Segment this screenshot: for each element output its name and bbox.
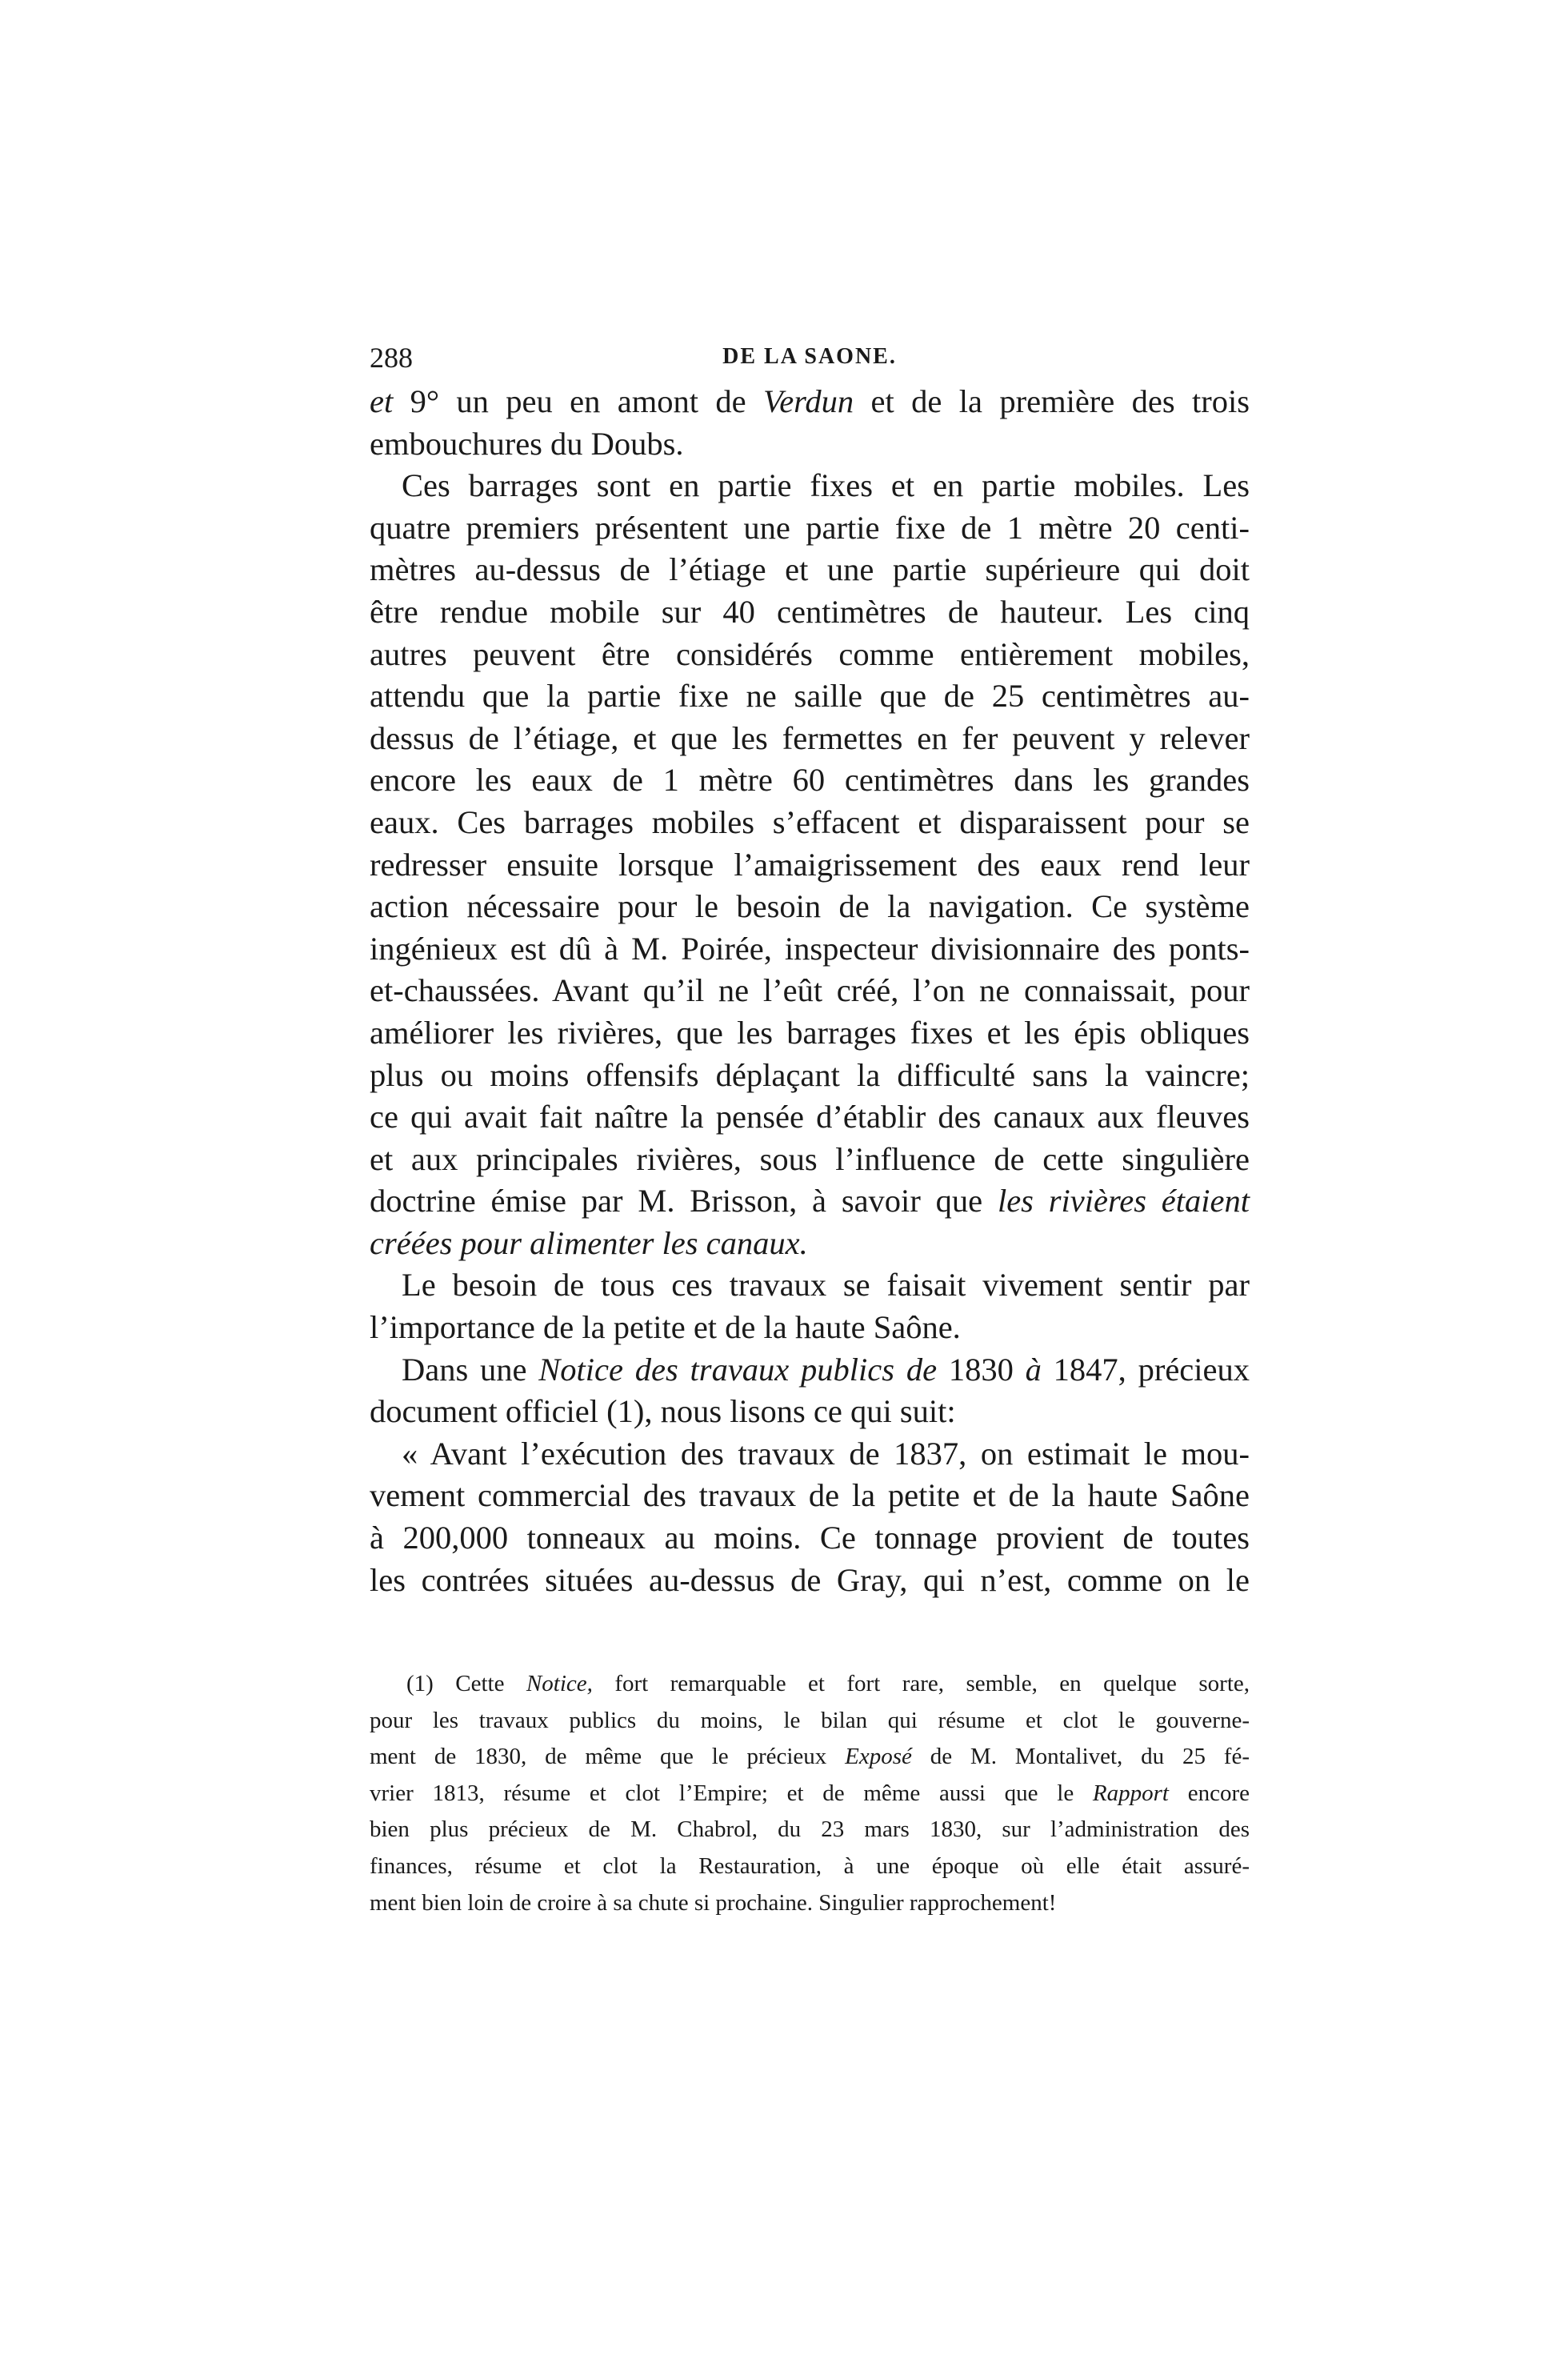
running-title: DE LA SAONE.: [722, 344, 897, 369]
text-line: être rendue mobile sur 40 centimètres de hauteur. Les cinq: [370, 593, 1250, 630]
paragraph-2: [370, 465, 1250, 1264]
text-line: vement commercial des travaux de la petite et de la haute Saône: [370, 1477, 1250, 1514]
footnote-line: [370, 1776, 1250, 1812]
text-line: embouchures du Doubs.: [370, 425, 684, 462]
text-line: document officiel (1), nous lisons ce qui suit:: [370, 1393, 956, 1430]
text-line: redresser ensuite lorsque l’amaigrissement des eaux rend leur: [370, 846, 1250, 883]
text-line: à 200,000 tonneaux au moins. Ce tonnage provient de toutes: [370, 1520, 1250, 1556]
text-line: dessus de l’étiage, et que les fermettes en fer peuvent y relever: [370, 719, 1250, 756]
text-line: action nécessaire pour le besoin de la navigation. Ce système: [370, 888, 1250, 925]
italic-text: Rapport: [1092, 1780, 1169, 1806]
text-line: et aux principales rivières, sous l’influence de cette singulière: [370, 1140, 1250, 1177]
page-content: [370, 336, 1250, 1601]
text-run: encore: [1168, 1780, 1250, 1806]
text-line: autres peuvent être considérés comme entièrement mobiles,: [370, 635, 1250, 672]
italic-text: à: [1025, 1351, 1042, 1388]
italic-text: et: [370, 383, 394, 419]
text-line: eaux. Ces barrages mobiles s’effacent et disparaissent pour se: [370, 803, 1250, 840]
text-line: l’importance de la petite et de la haute Saône.: [370, 1309, 961, 1346]
text-run: doctrine émise par M. Brisson, à savoir que: [370, 1183, 998, 1220]
text-line: [370, 1349, 1250, 1392]
italic-text: Notice,: [526, 1671, 593, 1696]
text-line: attendu que la partie fixe ne saille que de 25 centimètres au-: [370, 678, 1250, 715]
text-line: [370, 1223, 1250, 1265]
text-line: [370, 381, 1250, 423]
text-line: ingénieux est dû à M. Poirée, inspecteur divisionnaire des ponts-: [370, 930, 1250, 967]
footnote-line: bien plus précieux de M. Chabrol, du 23 mars 1830, sur l’administration des: [370, 1816, 1250, 1843]
text-run: vrier 1813, résume et clot l’Empire; et de même aussi que le: [370, 1780, 1093, 1806]
text-line: Ces barrages sont en partie fixes et en partie mobiles. Les: [402, 467, 1250, 504]
text-run: fort remarquable et fort rare, semble, en quelque sorte,: [592, 1671, 1250, 1696]
footnote-line: finances, résume et clot la Restauration, à une époque où elle était assuré-: [370, 1852, 1250, 1879]
paragraph-1: [370, 381, 1250, 465]
running-head: [370, 336, 1250, 381]
paragraph-5: [370, 1433, 1250, 1601]
italic-text: créées pour alimenter les canaux.: [370, 1224, 808, 1261]
text-line: mètres au-dessus de l’étiage et une partie supérieure qui doit: [370, 551, 1250, 588]
text-run: (1) Cette: [406, 1671, 526, 1696]
footnote: [370, 1666, 1250, 1921]
text-line: et-chaussées. Avant qu’il ne l’eût créé, l’on ne connaissait, pour: [370, 972, 1250, 1009]
text-run: 1830: [937, 1351, 1026, 1388]
text-line: Le besoin de tous ces travaux se faisait vivement sentir par: [402, 1267, 1250, 1304]
text-line: quatre premiers présentent une partie fixe de 1 mètre 20 centi-: [370, 509, 1250, 546]
text-line: plus ou moins offensifs déplaçant la difficulté sans la vaincre;: [370, 1056, 1250, 1093]
text-run: et de la première des trois: [854, 383, 1250, 419]
text-line: « Avant l’exécution des travaux de 1837, on estimait le mou-: [402, 1435, 1250, 1472]
text-run: 9° un peu en amont de: [393, 383, 763, 419]
footnote-line: ment bien loin de croire à sa chute si prochaine. Singulier rapprochement!: [370, 1889, 1057, 1916]
text-run: de M. Montalivet, du 25 fé-: [911, 1744, 1250, 1770]
footnote-line: [370, 1739, 1250, 1776]
text-run: ment de 1830, de même que le précieux: [370, 1744, 846, 1770]
italic-text: les rivières étaient: [997, 1183, 1250, 1220]
paragraph-4: [370, 1349, 1250, 1433]
text-line: améliorer les rivières, que les barrages fixes et les épis obliques: [370, 1014, 1250, 1051]
italic-text: Verdun: [762, 383, 854, 419]
text-run: Dans une: [402, 1351, 539, 1388]
footnote-line: pour les travaux publics du moins, le bilan qui résume et clot le gouverne-: [370, 1707, 1250, 1733]
text-line: encore les eaux de 1 mètre 60 centimètres dans les grandes: [370, 762, 1250, 799]
text-line: [370, 1180, 1250, 1223]
page-number: 288: [370, 342, 413, 374]
footnote-line: [370, 1666, 1250, 1703]
italic-text: Notice des travaux publics de: [538, 1351, 938, 1388]
body-text: [370, 381, 1250, 1601]
paragraph-3: [370, 1264, 1250, 1348]
text-line: ce qui avait fait naître la pensée d’établir des canaux aux fleuves: [370, 1099, 1250, 1135]
text-run: 1847, précieux: [1041, 1351, 1250, 1388]
italic-text: Exposé: [845, 1744, 912, 1770]
text-line: les contrées situées au-dessus de Gray, qui n’est, comme on le: [370, 1561, 1250, 1598]
